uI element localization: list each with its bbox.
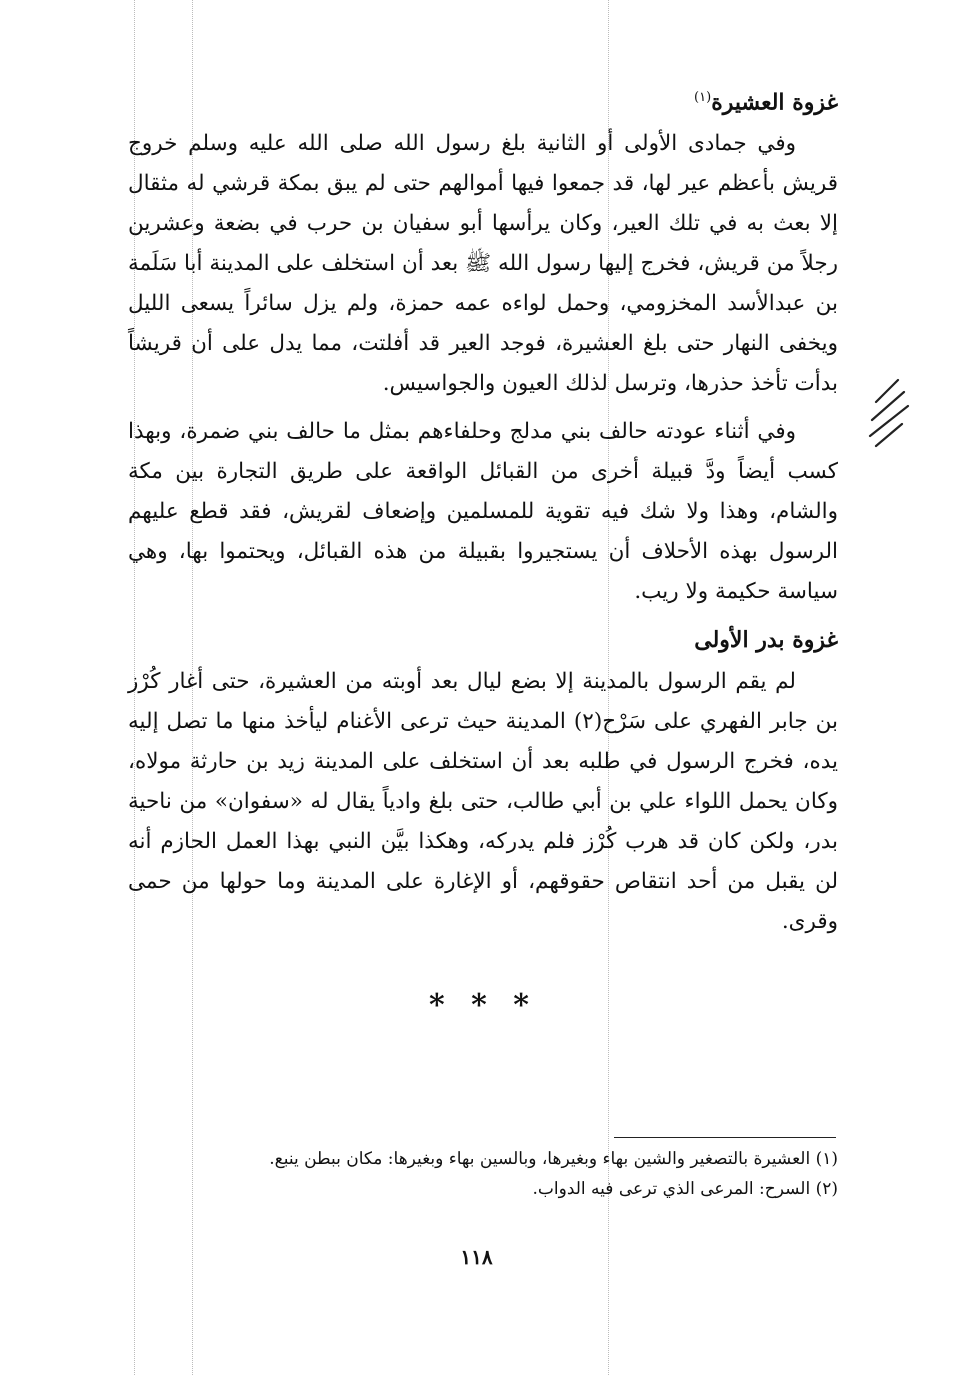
section-title-ushayra [128, 78, 838, 122]
footnote-divider [614, 1137, 836, 1138]
footnote-1: (١) العشيرة بالتصغير والشين بهاء وبغيرها، وبالسين بهاء وبغيرها: مكان ببطن ينبع. [269, 1149, 838, 1169]
section-title-text: غزوة العشيرة [711, 89, 838, 116]
section-title-badr: غزوة بدر الأولى [694, 627, 838, 654]
paragraph-2: وفي أثناء عودته حالف بني مدلج وحلفاءهم بمثل ما حالف بني ضمرة، وبهذا كسب أيضاً ودَّ قبيلة أخرى من القبائل الواقعة على طريق التجارة بين مكة والشام، وهذا ولا شك فيه تقوية للمسلمين وإضعاف لقريش، فقد قطع عليهم الرسول بهذه الأحلاف أن يستجيروا بقبيلة من هذه القبائل، ويحتموا بها، وهي سياسة حكيمة ولا ريب. [128, 419, 838, 605]
paragraph-3: لم يقم الرسول بالمدينة إلا بضع ليال بعد أوبته من العشيرة، حتى أغار كُرْز بن جابر الفهري على سَرْح(٢) المدينة حيث ترعى الأغنام ليأخذ منها ما تصل إليه يده، فخرج الرسول في طلبه بعد أن استخلف على المدينة زيد بن حارثة مولاه، وكان يحمل اللواء علي بن أبي طالب، حتى بلغ وادياً يقال له «سفوان» من ناحية بدر، ولكن كان قد هرب كُرْز فلم يدركه، وهكذا بيَّن النبي بهذا العمل الحازم أنه لن يقبل من أحد انتقاص حقوقهم، أو الإغارة على المدينة وما حولها من حمى وقرى. [128, 669, 838, 935]
page-number: ١١٨ [460, 1245, 493, 1269]
footnote-ref-1: (١) [694, 90, 712, 105]
footnotes [128, 1144, 838, 1204]
margin-scribble-mark [864, 376, 912, 450]
page-body [128, 78, 838, 1023]
paragraph-1: وفي جمادى الأولى أو الثانية بلغ رسول الله صلى الله عليه وسلم خروج قريش بأعظم عير لها، قد جمعوا فيها أموالهم حتى لم يبق بمكة قرشي له مثقال إلا بعث به في تلك العير، وكان يرأسها أبو سفيان بن حرب في بضعة وعشرين رجلاً من قريش، فخرج إليها رسول الله ﷺ بعد أن استخلف على المدينة أبا سَلَمة بن عبدالأسد المخزومي، وحمل لواءه عمه حمزة، ولم يزل سائراً يسعى الليل ويخفى النهار حتى بلغ العشيرة، فوجد العير قد أفلتت، مما يدل على أن قريشاً بدأت تأخذ حذرها، وترسل لذلك العيون والجواسيس. [128, 131, 838, 397]
footnote-2: (٢) السرح: المرعى الذي ترعى فيه الدواب. [532, 1179, 838, 1199]
section-separator: * * * [429, 988, 537, 1024]
